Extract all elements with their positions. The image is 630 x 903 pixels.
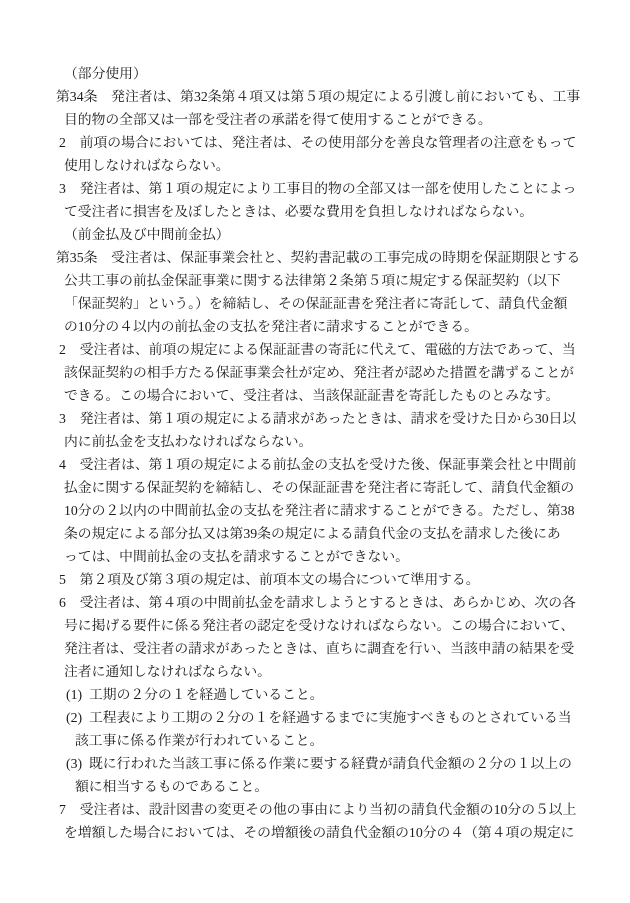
text-line: を増額した場合においては、その増額後の請負代金額の10分の４（第４項の規定に (64, 825, 575, 840)
article-35-item-5 (0, 568, 630, 591)
text-line: 2 受注者は、前項の規定による保証証書の寄託に代えて、電磁的方法であって、当 (59, 342, 576, 357)
text-line: 「保証契約」という。）を締結し、その保証証書を発注者に寄託して、請負代金額 (64, 296, 568, 311)
text-line: (2) 工程表により工期の２分の１を経過するまでに実施すべきものとされている当 (66, 710, 572, 725)
text-line: (1) 工期の２分の１を経過していること。 (66, 687, 324, 702)
text-line: 3 発注者は、第１項の規定による請求があったときは、請求を受けた日から30日以 (59, 411, 577, 426)
text-line: （部分使用） (64, 66, 147, 81)
text-line: 7 受注者は、設計図書の変更その他の事由により当初の請負代金額の10分の５以上 (59, 802, 577, 817)
text-line: て受注者に損害を及ぼしたときは、必要な費用を負担しなければならない。 (64, 204, 534, 219)
text-line: 号に掲げる要件に係る発注者の認定を受けなければならない。この場合において、 (64, 618, 575, 633)
text-line: 公共工事の前払金保証事業に関する法律第２条第５項に規定する保証契約（以下 (64, 273, 561, 288)
text-line: 発注者は、受注者の請求があったときは、直ちに調査を行い、当該申請の結果を受 (64, 641, 575, 656)
text-line: 内に前払金を支払わなければならない。 (64, 434, 313, 449)
article-34-item-3 (0, 177, 630, 223)
text-line: 目的物の全部又は一部を受注者の承諾を得て使用することができる。 (64, 112, 492, 127)
article-35-item-6-sub-3 (0, 752, 630, 798)
contract-text-body (0, 62, 630, 844)
text-line: 3 発注者は、第１項の規定により工事目的物の全部又は一部を使用したことによっ (59, 181, 577, 196)
text-line: 第34条 発注者は、第32条第４項又は第５項の規定による引渡し前においても、工事 (56, 89, 581, 104)
text-line: 該工事に係る作業が行われていること。 (75, 733, 324, 748)
article-34-clause (0, 85, 630, 131)
text-line: (3) 既に行われた当該工事に係る作業に要する経費が請負代金額の２分の１以上の (66, 756, 572, 771)
text-line: っては、中間前払金の支払を請求することができない。 (64, 549, 409, 564)
text-line: 10分の２以内の中間前払金の支払を発注者に請求することができる。ただし、第38 (64, 503, 575, 518)
text-line: 2 前項の場合においては、発注者は、その使用部分を善良な管理者の注意をもって (59, 135, 577, 150)
text-line: 条の規定による部分払又は第39条の規定による請負代金の支払を請求した後にあ (64, 526, 561, 541)
text-line: 5 第２項及び第３項の規定は、前項本文の場合について準用する。 (59, 572, 480, 587)
text-line: の10分の４以内の前払金の支払を発注者に請求することができる。 (64, 319, 478, 334)
text-line: 該保証契約の相手方たる保証事業会社が定め、発注者が認めた措置を講ずることが (64, 365, 574, 380)
text-line: （前金払及び中間前金払） (64, 227, 230, 242)
article-35-item-6-sub-1 (0, 683, 630, 706)
article-35-item-2 (0, 338, 630, 407)
text-line: できる。この場合において、受注者は、当該保証証書を寄託したものとみなす。 (64, 388, 560, 403)
article-35-item-7 (0, 798, 630, 844)
text-line: 4 受注者は、第１項の規定による前払金の支払を受けた後、保証事業会社と中間前 (59, 457, 577, 472)
article-35-item-6 (0, 591, 630, 683)
text-line: 6 受注者は、第４項の中間前払金を請求しようとするときは、あらかじめ、次の各 (59, 595, 576, 610)
article-34-item-2 (0, 131, 630, 177)
article-35-clause (0, 246, 630, 338)
text-line: 払金に関する保証契約を締結し、その保証証書を発注者に寄託して、請負代金額の (64, 480, 575, 495)
clause-heading-advance-payment (0, 223, 630, 246)
clause-heading-partial-use (0, 62, 630, 85)
article-35-item-6-sub-2 (0, 706, 630, 752)
text-line: 額に相当するものであること。 (75, 779, 269, 794)
text-line: 使用しなければならない。 (64, 158, 230, 173)
article-35-item-3 (0, 407, 630, 453)
article-35-item-4 (0, 453, 630, 568)
text-line: 第35条 受注者は、保証事業会社と、契約書記載の工事完成の時期を保証期限とする (56, 250, 581, 265)
text-line: 注者に通知しなければならない。 (64, 664, 271, 679)
